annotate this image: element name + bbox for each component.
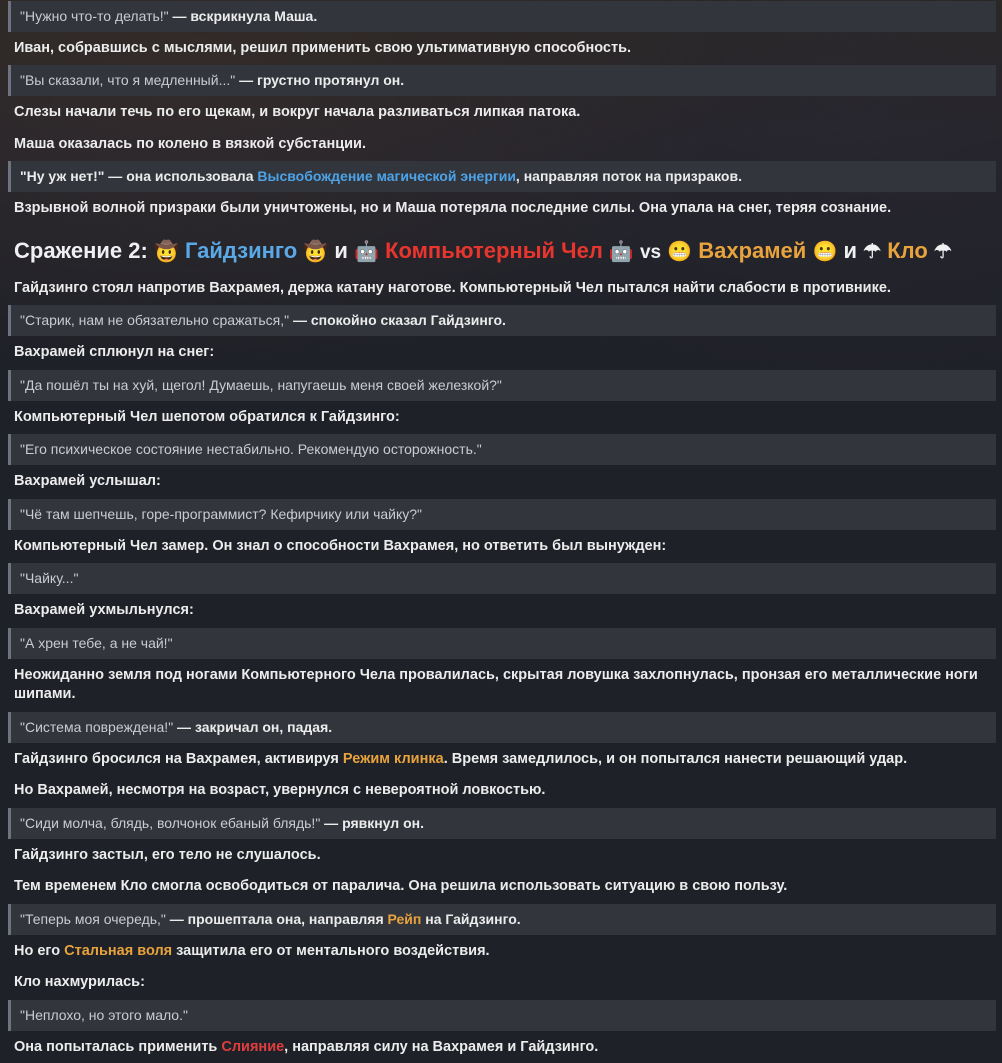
narration-line: [8, 936, 996, 968]
text-pre: Она попыталась применить: [14, 1038, 222, 1055]
quote-text: "Старик, нам не обязательно сражаться,": [20, 312, 290, 329]
umbrella-icon: ☂: [863, 240, 882, 263]
quote-text: "Неплохо, но этого мало.": [20, 1006, 188, 1023]
narration-line: Гайдзинго стоял напротив Вахрамея, держа катану наготове. Компьютерный Чел пытался найти слабости в противнике.: [14, 279, 891, 296]
dialogue-line: [8, 628, 996, 659]
fighter-name-1: Гайдзинго: [184, 237, 298, 263]
quote-text: "Его психическое состояние нестабильно. Рекомендую осторожность.": [20, 441, 482, 458]
conjunction: и: [334, 237, 348, 263]
quote-text: "Ну уж нет!": [20, 168, 105, 185]
dialogue-line: [8, 1000, 996, 1031]
quote-attribution-post: на Гайдзинго.: [421, 910, 521, 927]
fighter-name-2: Компьютерный Чел: [385, 237, 603, 263]
battle-label: Сражение 2:: [14, 237, 148, 263]
dialogue-line: [8, 563, 996, 594]
text-post: защитила его от ментального воздействия.: [172, 942, 490, 959]
quote-text: "Сиди молча, блядь, волчонок ебаный блядь!": [20, 814, 321, 831]
dialogue-line: [8, 712, 996, 743]
grimacing-face-icon: 😬: [667, 240, 693, 263]
quote-attribution-pre: — она использовала: [104, 168, 258, 185]
text-pre: Гайдзинго бросился на Вахрамея, активируя: [14, 750, 343, 767]
cowboy-face-icon: 🤠: [303, 240, 329, 263]
dialogue-line: [8, 305, 996, 336]
fighter-name-4: Кло: [887, 237, 928, 263]
quote-text: "Чайку...": [20, 570, 79, 587]
narration-line: Взрывной волной призраки были уничтожены, но и Маша потеряла последние силы. Она упала на снег, теряя сознание.: [14, 200, 892, 217]
narration-line: Вахрамей услышал:: [14, 473, 161, 490]
battle-heading: [8, 235, 996, 267]
dialogue-line: [8, 808, 996, 839]
conjunction: и: [843, 237, 858, 263]
narration-line: Кло нахмурилась:: [14, 974, 145, 991]
dialogue-line: [8, 65, 996, 96]
quote-attribution: — закричал он, падая.: [173, 718, 333, 735]
narration-line: [8, 1032, 996, 1063]
narration-line: Маша оказалась по колено в вязкой субстанции.: [14, 135, 367, 152]
quote-text: "Вы сказали, что я медленный...": [20, 72, 236, 89]
quote-attribution-post: , направляя поток на призраков.: [515, 168, 742, 185]
grimacing-face-icon: 😬: [812, 240, 838, 263]
dialogue-line: [8, 434, 996, 465]
narration-line: [8, 744, 996, 776]
fighter-name-3: Вахрамей: [698, 237, 807, 263]
quote-text: "Нужно что-то делать!": [20, 8, 169, 24]
text-post: . Время замедлилось, и он попытался нанести решающий удар.: [443, 750, 908, 767]
narration-line: Гайдзинго застыл, его тело не слушалось.: [14, 846, 321, 863]
narration-line: Вахрамей ухмыльнулся:: [14, 602, 194, 619]
text-post: , направляя силу на Вахрамея и Гайдзинго.: [284, 1038, 599, 1055]
robot-face-icon: 🤖: [354, 240, 379, 263]
narration-line: Иван, собравшись с мыслями, решил применить свою ультимативную способность.: [14, 39, 632, 56]
narration-line: Компьютерный Чел шепотом обратился к Гайдзинго:: [14, 408, 400, 425]
quote-attribution: — спокойно сказал Гайдзинго.: [289, 312, 506, 329]
dialogue-line: [8, 161, 996, 192]
dialogue-line: [8, 1, 996, 32]
quote-text: "Система повреждена!": [20, 718, 174, 735]
narration-line: Компьютерный Чел замер. Он знал о способности Вахрамея, но ответить был вынужден:: [14, 537, 667, 554]
quote-text: "Теперь моя очередь,": [20, 910, 166, 927]
narration-line: Вахрамей сплюнул на снег:: [14, 344, 215, 361]
ability-name: Режим клинка: [342, 750, 444, 767]
narration-line: Но Вахрамей, несмотря на возраст, увернулся с невероятной ловкостью.: [14, 782, 546, 799]
text-pre: Но его: [14, 942, 65, 959]
quote-text: "Да пошёл ты на хуй, щегол! Думаешь, напугаешь меня своей железкой?": [20, 376, 502, 393]
dialogue-line: [8, 370, 996, 401]
narration-line: Тем временем Кло смогла освободиться от паралича. Она решила использовать ситуацию в свою пользу.: [14, 878, 788, 895]
ability-name: Высвобождение магической энергии: [257, 168, 516, 185]
quote-attribution: — рявкнул он.: [320, 814, 424, 831]
narration-line: Неожиданно земля под ногами Компьютерного Чела провалилась, скрытая ловушка захлопнулась, пронзая его металлические ноги шипами.: [14, 666, 978, 703]
umbrella-icon: ☂: [933, 240, 952, 263]
dialogue-line: [8, 499, 996, 530]
ability-name: Рейп: [387, 910, 422, 927]
ability-name: Стальная воля: [64, 942, 173, 959]
dialogue-line: [8, 904, 996, 935]
robot-face-icon: 🤖: [608, 240, 634, 263]
narration-line: Слезы начали течь по его щекам, и вокруг начала разливаться липкая патока.: [14, 104, 581, 121]
quote-text: "Чё там шепчешь, горе-программист? Кефирчику или чайку?": [20, 505, 423, 522]
quote-attribution-pre: — прошептала она, направляя: [165, 910, 388, 927]
quote-attribution: — грустно протянул он.: [235, 72, 405, 89]
versus-label: vs: [639, 241, 662, 263]
cowboy-face-icon: 🤠: [153, 240, 179, 263]
quote-text: "А хрен тебе, а не чай!": [20, 634, 173, 651]
ability-name: Слияние: [221, 1038, 285, 1055]
story-content: [0, 1, 1002, 1063]
quote-attribution: — вскрикнула Маша.: [168, 8, 318, 24]
